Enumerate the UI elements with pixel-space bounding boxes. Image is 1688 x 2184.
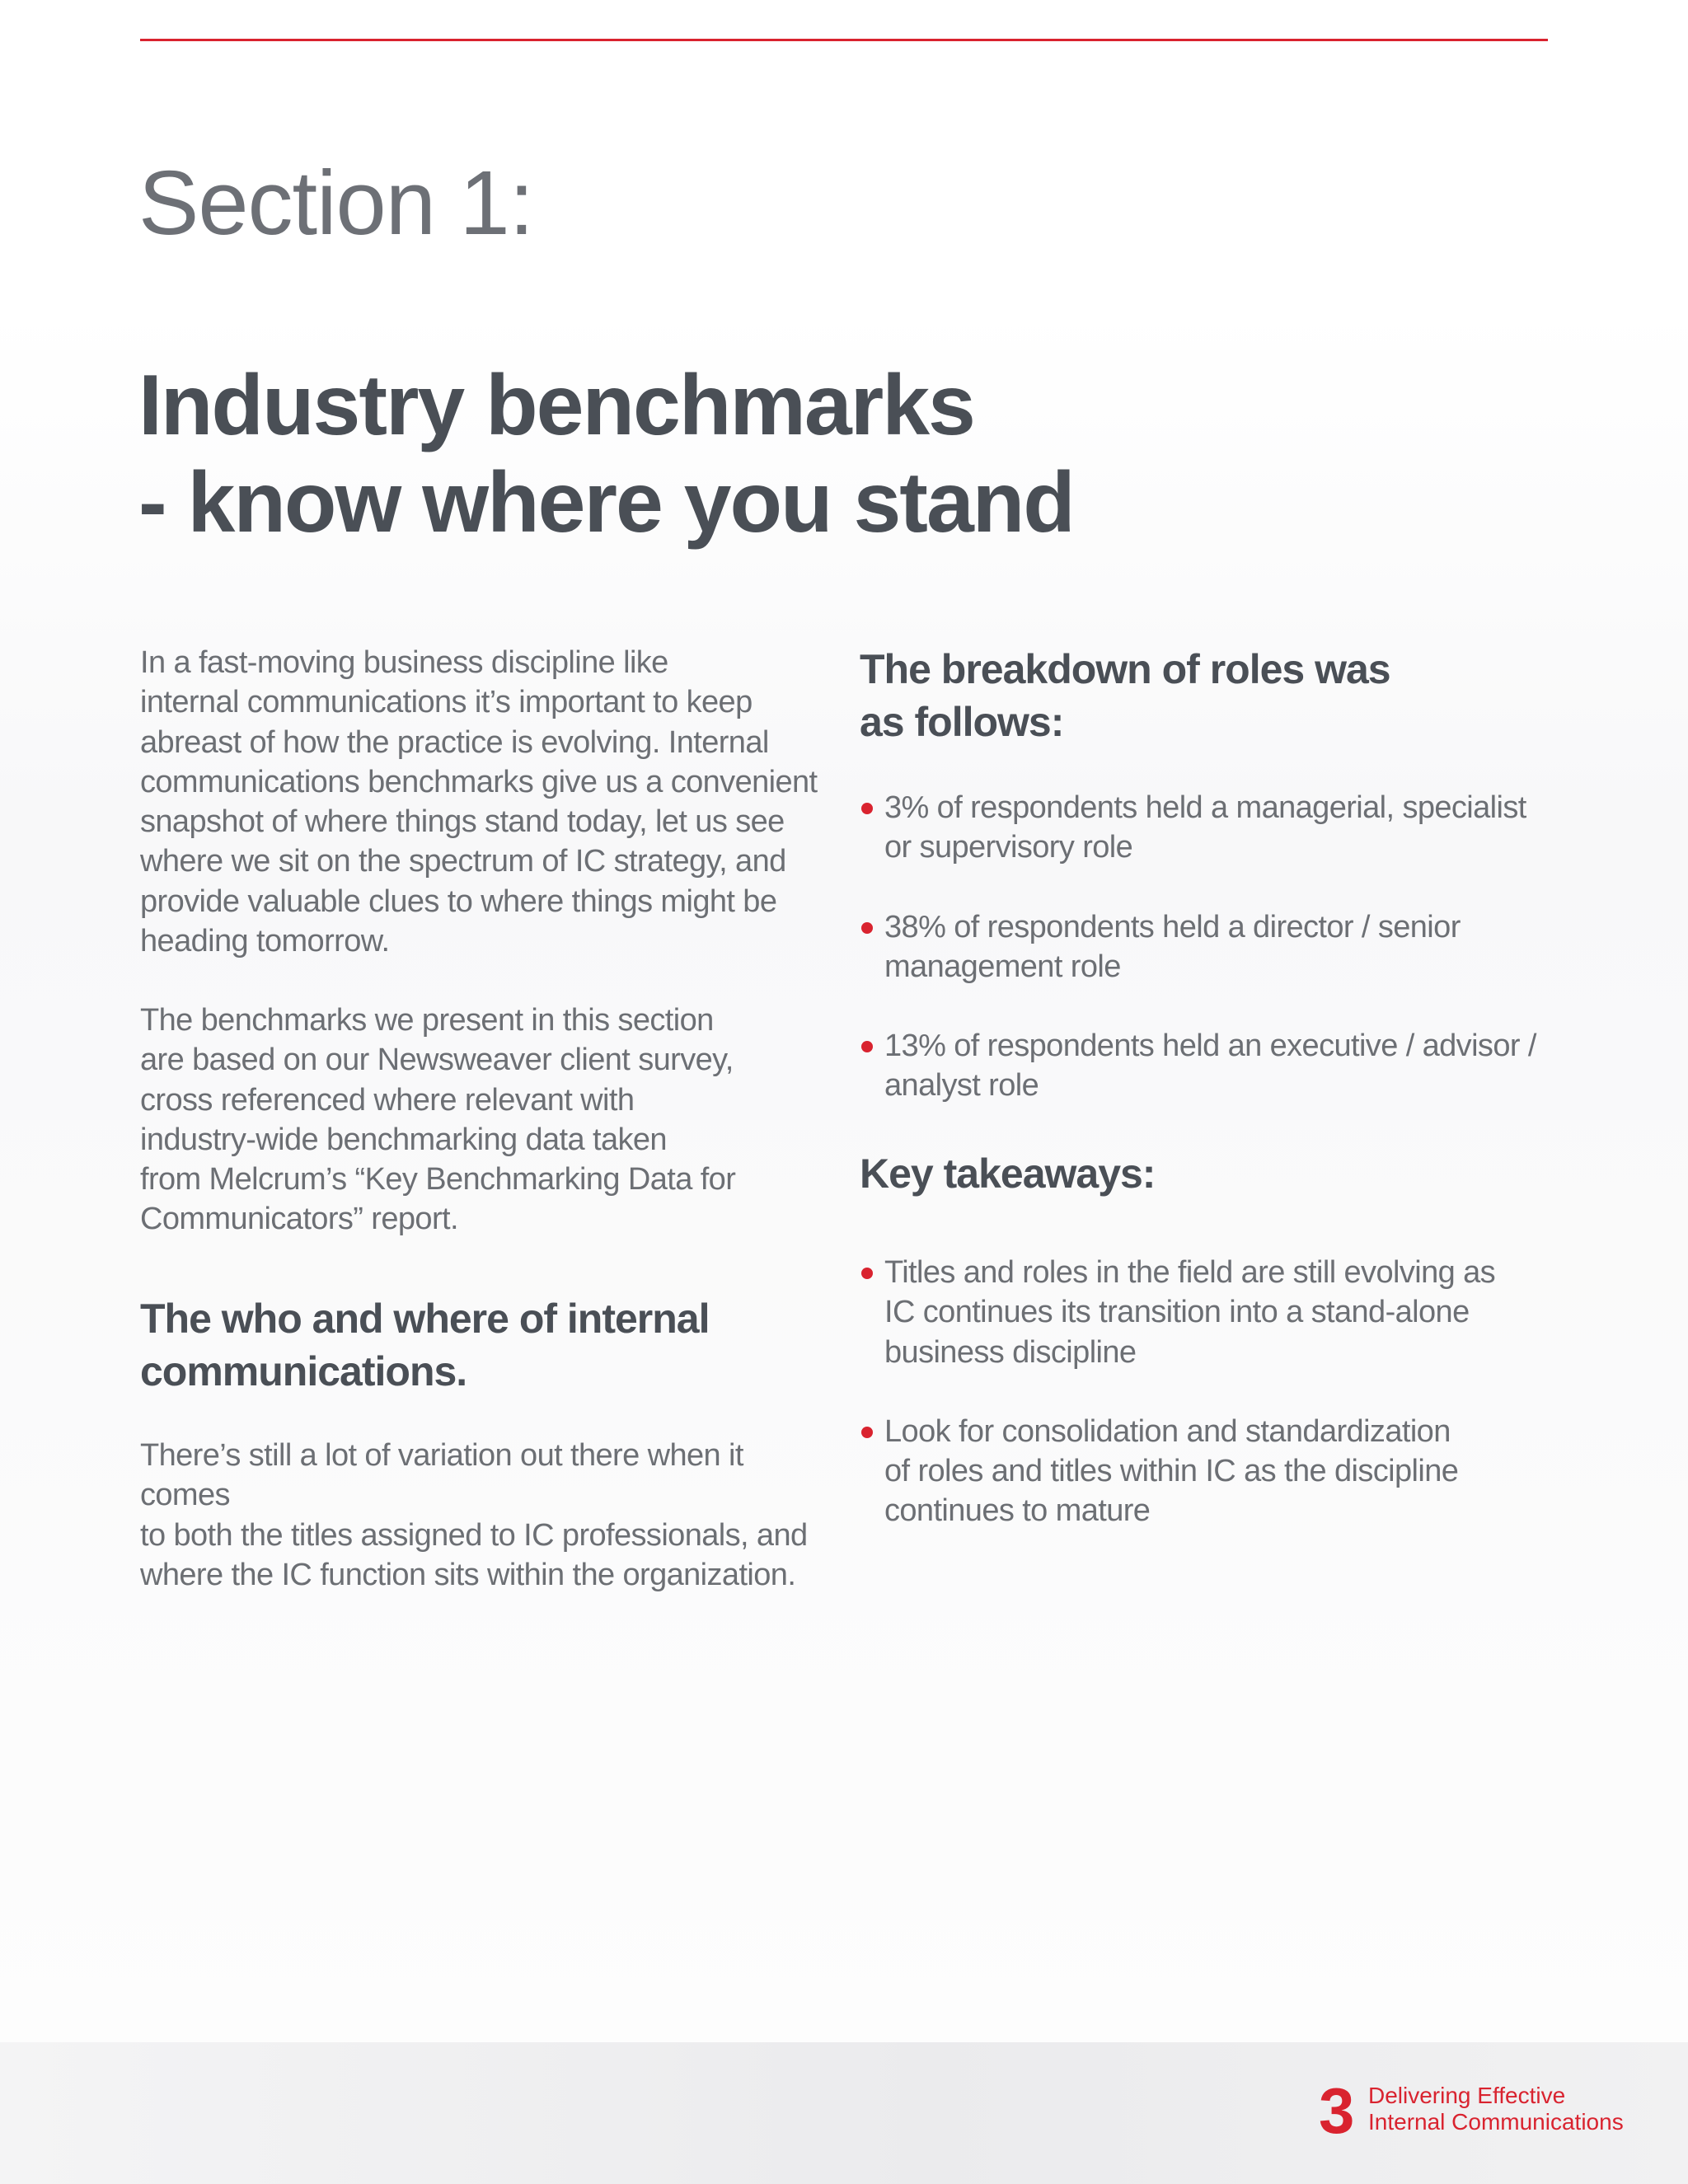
- bullet-dot-icon: [861, 1427, 873, 1438]
- key-takeaways-heading: Key takeaways:: [860, 1151, 1156, 1197]
- list-item: [860, 907, 1536, 987]
- bullet-dot-icon: [861, 1041, 873, 1052]
- section-label: Section 1:: [138, 152, 534, 254]
- benchmarks-source-paragraph: The benchmarks we present in this section are based on our Newsweaver client survey, cross referenced where relevant with industry-wide benchmarking data taken from Melcrum’s “Key Benchmarking Data for Communicators” report.: [140, 1003, 736, 1237]
- page-title: [138, 357, 1074, 551]
- page-title-line-1: Industry benchmarks: [138, 358, 974, 453]
- list-item: [860, 1026, 1536, 1106]
- list-item-text: 3% of respondents held a managerial, specialist or supervisory role: [884, 790, 1526, 865]
- top-divider: [140, 39, 1548, 41]
- bullet-dot-icon: [861, 803, 873, 814]
- page-title-line-2: - know where you stand: [138, 455, 1074, 551]
- bullet-dot-icon: [861, 922, 873, 934]
- intro-paragraph: In a fast-moving business discipline like internal communications it’s important to keep abreast of how the practice is evolving. Internal communications benchmarks give us a convenient snapshot of where things stand today, let us see where we sit on the spectrum of IC strategy, and provide valuable clues to where things might be heading tomorrow.: [140, 645, 818, 959]
- list-item-text: Titles and roles in the field are still evolving as IC continues its transition into a stand-alone business discipline: [884, 1255, 1496, 1370]
- list-item: [860, 1412, 1495, 1531]
- page-number: 3: [1319, 2074, 1355, 2147]
- bullet-dot-icon: [861, 1268, 873, 1279]
- roles-list: [860, 788, 1536, 1146]
- list-item-text: 13% of respondents held an executive / advisor / analyst role: [884, 1029, 1536, 1104]
- takeaways-list: [860, 1253, 1495, 1571]
- variation-paragraph: There’s still a lot of variation out there when it comes to both the titles assigned to IC professionals, and where the IC function sits within the organization.: [140, 1438, 808, 1592]
- list-item-text: 38% of respondents held a director / senior management role: [884, 909, 1461, 984]
- list-item-text: Look for consolidation and standardization of roles and titles within IC as the discipline continues to mature: [884, 1413, 1459, 1529]
- who-where-heading: The who and where of internal communications.: [140, 1296, 710, 1394]
- list-item: [860, 1253, 1495, 1372]
- publication-title: Delivering Effective Internal Communications: [1368, 2083, 1624, 2135]
- list-item: [860, 788, 1536, 868]
- roles-breakdown-heading: The breakdown of roles was as follows:: [860, 646, 1390, 745]
